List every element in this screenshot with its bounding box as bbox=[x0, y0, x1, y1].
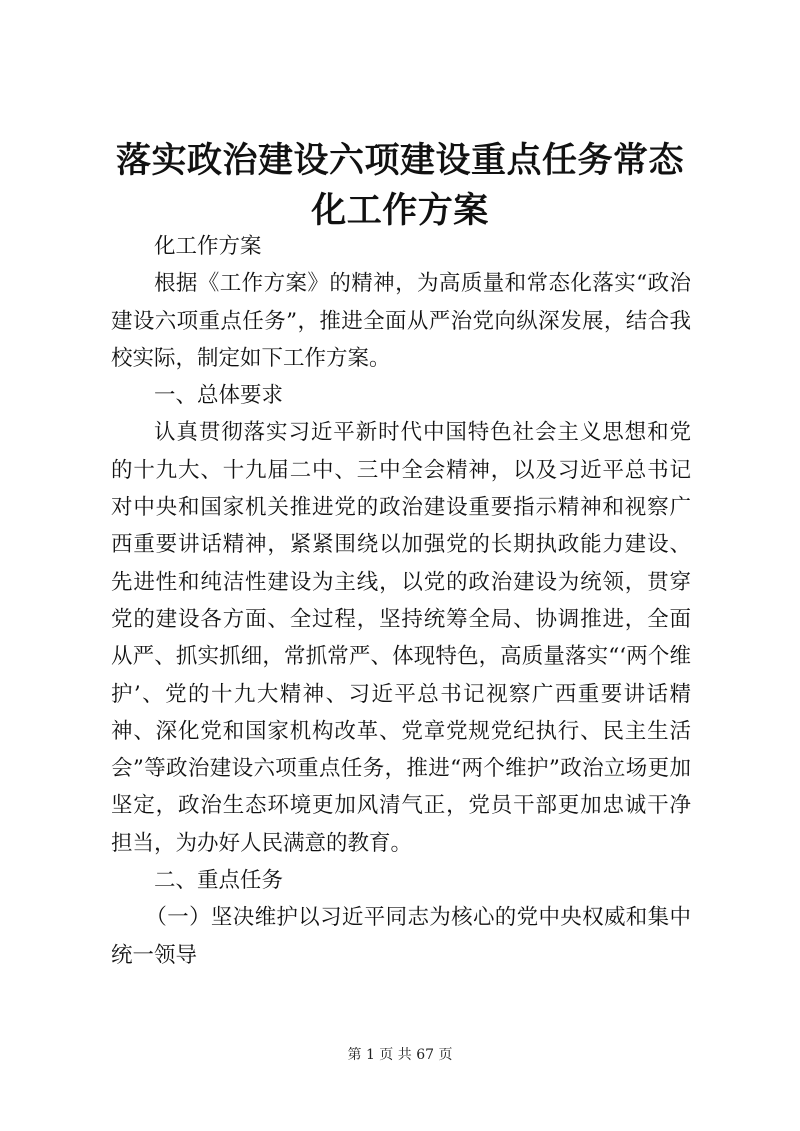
paragraph-subtitle: 化工作方案 bbox=[154, 234, 262, 259]
page-footer: 第 1 页 共 67 页 bbox=[347, 1047, 453, 1063]
subsection-heading-1: （一）坚决维护以习近平同志为核心的党中央权威和集中统一领导 bbox=[111, 905, 691, 968]
paragraph-general-requirements: 认真贯彻落实习近平新时代中国特色社会主义思想和党的十九大、十九届二中、三中全会精神，以及习近平总书记对中央和国家机关推进党的政治建设重要指示精神和视察广西重要讲话精神，紧紧围绕以加强党的长期执政能力建设、先进性和纯洁性建设为主线，以党的政治建设为统领，贯穿党的建设各方面、全过程，坚持统筹全局、协调推进，全面从严、抓实抓细，常抓常严、体现特色，高质量落实“‘两个维护’、党的十九大精神、习近平总书记视察广西重要讲话精神、深化党和国家机构改革、党章党规党纪执行、民主生活会”等政治建设六项重点任务，推进“两个维护”政治立场更加坚定，政治生态环境更加风清气正，党员干部更加忠诚干净担当，为办好人民满意的教育。 bbox=[111, 420, 691, 856]
section-heading-general-requirements: 一、总体要求 bbox=[154, 383, 284, 409]
section-heading-key-tasks: 二、重点任务 bbox=[154, 868, 284, 894]
document-title: 落实政治建设六项建设重点任务常态化工作方案 bbox=[115, 140, 684, 231]
document-body bbox=[111, 228, 691, 974]
paragraph-intro: 根据《工作方案》的精神，为高质量和常态化落实“政治建设六项重点任务”，推进全面从严治党向纵深发展，结合我校实际，制定如下工作方案。 bbox=[111, 271, 691, 371]
